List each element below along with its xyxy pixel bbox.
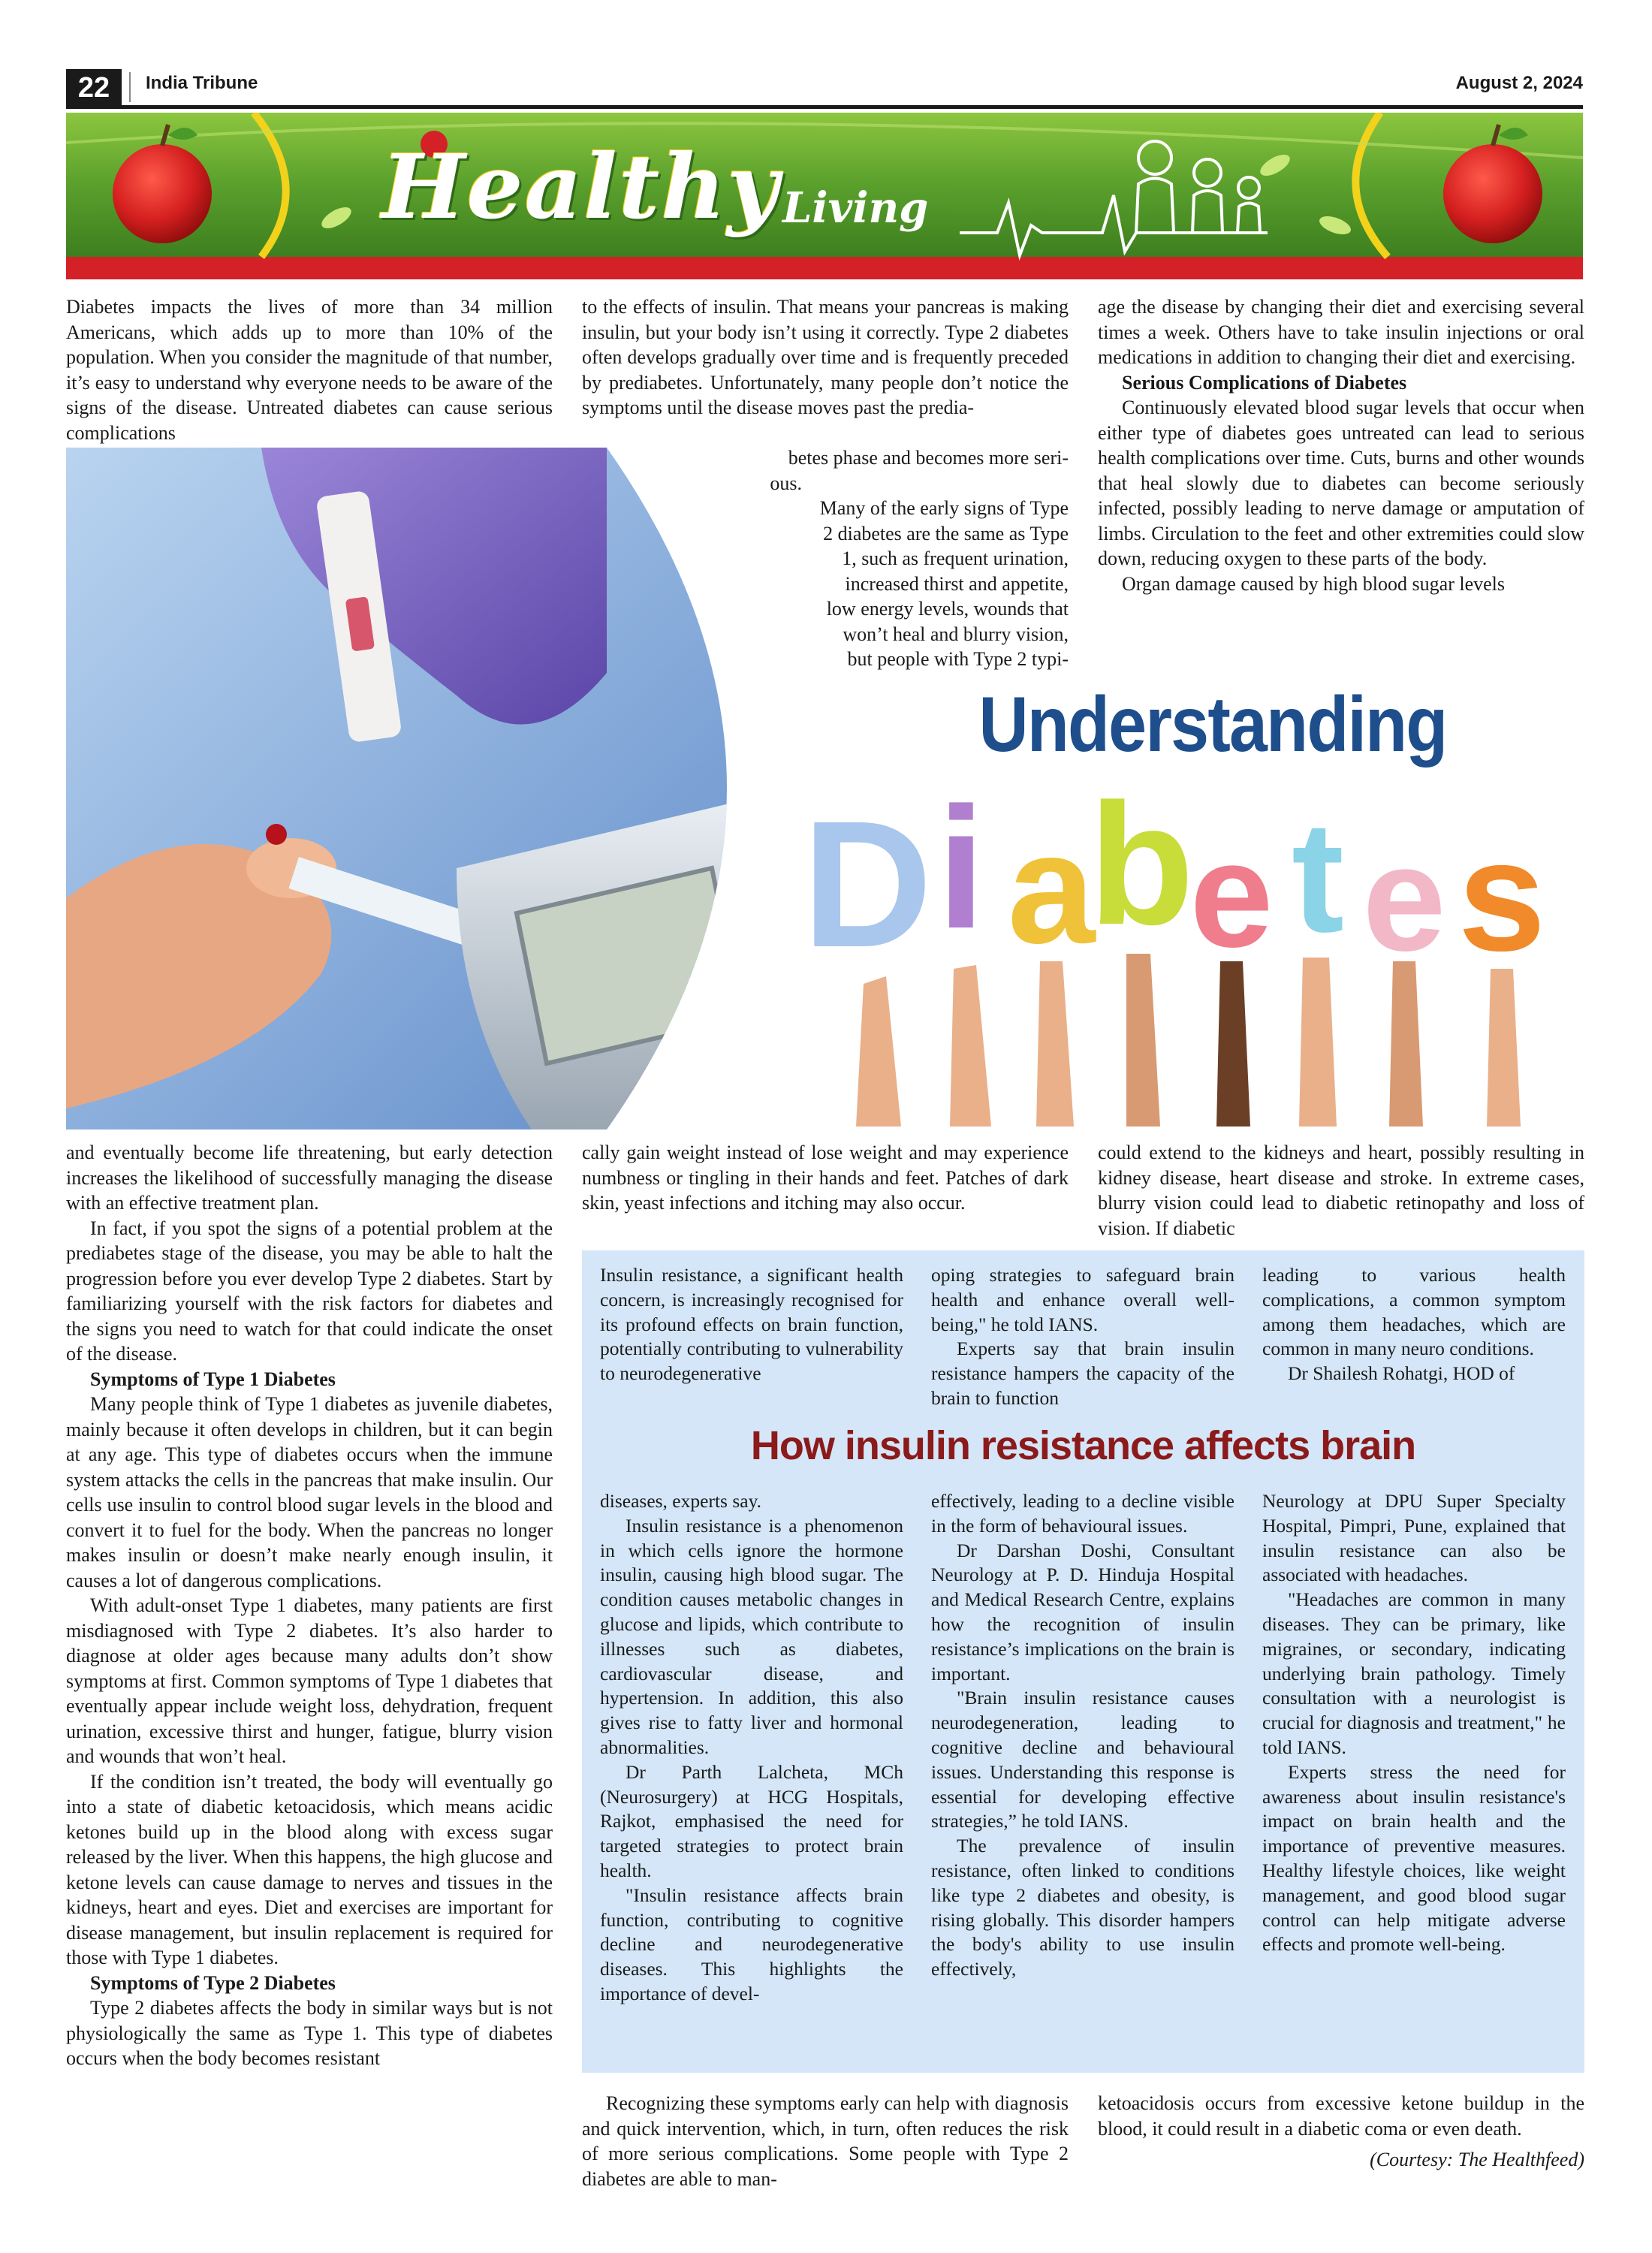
sidebar-paragraph: oping strategies to safeguard brain health and enhance overall well-being," he told IANS.: [931, 1264, 1234, 1335]
headline-understanding: Understanding: [978, 681, 1447, 768]
article-col1-top: [66, 294, 553, 445]
wrap-line: ous.: [770, 472, 802, 494]
article-paragraph: age the disease by changing their diet and exercising several times a week. Others have to take insulin injections or oral medications in addition to changing their diet and exercising.: [1098, 296, 1584, 368]
healthy-living-banner: [66, 113, 1583, 279]
section-heading-complications: Serious Complications of Diabetes: [1122, 371, 1407, 394]
page-number: 22: [66, 69, 122, 107]
article-col3-bottom: [1098, 2091, 1584, 2173]
wrap-line: Many of the early signs of Type: [819, 497, 1069, 519]
letter-i: i: [937, 781, 985, 964]
sidebar-paragraph: Neurology at DPU Super Specialty Hospital, Pimpri, Pune, explained that insulin resistance can also be associated with headaches.: [1262, 1490, 1566, 1586]
letter-s: s: [1458, 807, 1546, 984]
sidebar-paragraph: leading to various health complications, a common symptom among them headaches, which are common in many neuro conditions.: [1262, 1264, 1566, 1360]
article-col1-main: [66, 1140, 553, 2071]
article-paragraph: Organ damage caused by high blood sugar levels: [1122, 572, 1505, 595]
sidebar-top-col1: [600, 1263, 903, 1386]
sidebar-paragraph: Dr Shailesh Rohatgi, HOD of: [1288, 1362, 1515, 1385]
wrap-line: won’t heal and blurry vision,: [843, 623, 1069, 645]
insulin-brain-sidebar: [582, 1250, 1584, 2073]
sidebar-paragraph: Experts stress the need for awareness about insulin resistance's impact on brain health and the importance of preventive measures. Healthy lifestyle choices, like weight management, and good blood sugar control can help mitigate adverse effects and promote well-being.: [1262, 1760, 1566, 1956]
sidebar-paragraph: Experts say that brain insulin resistance hampers the capacity of the brain to function: [931, 1338, 1234, 1409]
article-paragraph: ketoacidosis occurs from excessive ketone buildup in the blood, it could result in a diabetic coma or even death.: [1098, 2092, 1584, 2140]
wrap-line: 1, such as frequent urination,: [842, 547, 1069, 569]
section-heading-type1: Symptoms of Type 1 Diabetes: [90, 1368, 336, 1390]
sidebar-paragraph: effectively, leading to a decline visible in the form of behavioural issues.: [931, 1490, 1234, 1537]
header-rule-vertical: [129, 72, 131, 102]
sidebar-bottom-col1: [600, 1489, 903, 2007]
article-col3-mid: [1098, 1140, 1584, 1241]
article-paragraph: Many people think of Type 1 diabetes as juvenile diabetes, mainly because it often develops in children, but it can begin at any age. This type of diabetes occurs when the immune system attacks the cells in the pancreas that make insulin. Our cells use insulin to control blood sugar levels in the blood and convert it to fuel for the body. When the pancreas no longer makes insulin or doesn’t make nearly enough insulin, it causes a lot of dangerous complications.: [66, 1393, 553, 1591]
sidebar-paragraph: "Insulin resistance affects brain function, contributing to cognitive decline and neurodegenerative diseases. This highlights the importance of devel-: [600, 1884, 903, 2004]
sidebar-bottom-col3: [1262, 1489, 1566, 1957]
issue-date: August 2, 2024: [1455, 73, 1583, 93]
article-paragraph: Type 2 diabetes affects the body in similar ways but is not physiologically the same as Type 1. This type of diabetes occurs when the body becomes resistant: [66, 1997, 553, 2069]
sidebar-top-col3: [1262, 1263, 1566, 1386]
blood-drop: [266, 824, 287, 845]
letter-e2: e: [1362, 815, 1446, 982]
sidebar-bottom-col2: [931, 1489, 1234, 1982]
article-paragraph: If the condition isn’t treated, the body will eventually go into a state of diabetic ketoacidosis, which means acidic ketones build up in the blood along with excess sugar released by the liver. When this happens, the high glucose and ketone levels can cause damage to nerves and tissues in the kidneys, heart and eyes. Diet and exercises are important for disease management, but insulin replacement is required for those with Type 1 diabetes.: [66, 1770, 553, 1968]
sidebar-paragraph: The prevalence of insulin resistance, often linked to conditions like type 2 diabetes and obesity, is rising globally. This disorder hampers the body's ability to use insulin effectively,: [931, 1835, 1234, 1980]
article-col2-mid: [582, 1140, 1069, 1216]
sidebar-paragraph: Insulin resistance is a phenomenon in which cells ignore the hormone insulin, causing high blood sugar. The condition causes metabolic changes in glucose and lipids, which contribute to illnesses such as diabetes, cardiovascular disease, and hypertension. In addition, this also gives rise to fatty liver and hormonal abnormalities.: [600, 1514, 903, 1758]
sidebar-paragraph: diseases, experts say.: [600, 1490, 762, 1512]
article-credit: (Courtesy: The Healthfeed): [1370, 2149, 1584, 2170]
header-rule: [66, 105, 1583, 109]
article-paragraph: With adult-onset Type 1 diabetes, many patients are first misdiagnosed with Type 2 diabetes. It’s also harder to diagnose at older ages because many adults don’t show symptoms at first. Common symptoms of Type 1 diabetes that eventually appear include weight loss, dehydration, frequent urination, excessive thirst and hunger, fatigue, blurry vision and wounds that won’t heal.: [66, 1594, 553, 1767]
publication-name: India Tribune: [146, 73, 258, 93]
wrap-line: but people with Type 2 typi-: [847, 648, 1069, 670]
wrap-line: 2 diabetes are the same as Type: [823, 522, 1069, 544]
article-paragraph: and eventually become life threatening, but early detection increases the likelihood of successfully managing the disease with an effective treatment plan.: [66, 1142, 553, 1214]
banner-living-text: Living: [782, 183, 929, 233]
section-heading-type2: Symptoms of Type 2 Diabetes: [90, 1971, 336, 1994]
article-col2-bottom: [582, 2091, 1069, 2191]
article-col3-top: [1098, 294, 1584, 596]
article-paragraph: to the effects of insulin. That means your pancreas is making insulin, but your body isn’t using it correctly. Type 2 diabetes often develops gradually over time and is frequently preceded by prediabetes. Unfortunately, many people don’t notice the symptoms until the disease moves past the predia-: [582, 296, 1069, 418]
article-col2-top: [582, 294, 1069, 421]
letter-e1: e: [1189, 811, 1274, 979]
diabetes-letters-graphic: [811, 781, 1584, 1126]
article-paragraph: Recognizing these symptoms early can help with diagnosis and quick intervention, which, in turn, often reduces the risk of more serious complications. Some people with Type 2 diabetes are able to man-: [582, 2092, 1069, 2190]
sidebar-paragraph: "Brain insulin resistance causes neurodegeneration, leading to cognitive decline and behavioural issues. Understanding this response is essential for developing effective strategies,” he told IANS.: [931, 1687, 1234, 1832]
article-paragraph: Diabetes impacts the lives of more than 34 million Americans, which adds up to more than 10% of the population. When you consider the magnitude of that number, it’s easy to understand why everyone needs to be aware of the signs of the disease. Untreated diabetes can cause serious complications: [66, 296, 553, 444]
wrap-line: betes phase and becomes more seri-: [788, 447, 1069, 469]
article-paragraph: In fact, if you spot the signs of a potential problem at the prediabetes stage of the disease, you may be able to halt the progression before you ever develop Type 2 diabetes. Start by familiarizing yourself with the risk factors for diabetes and the signs you need to watch for that could indicate the onset of the disease.: [66, 1217, 553, 1365]
sidebar-paragraph: Dr Darshan Doshi, Consultant Neurology at P. D. Hinduja Hospital and Medical Research Centre, explains how the recognition of insulin resistance’s implications on the brain is important.: [931, 1539, 1234, 1684]
sidebar-paragraph: Dr Parth Lalcheta, MCh (Neurosurgery) at HCG Hospitals, Rajkot, emphasised the need for targeted strategies to protect brain health.: [600, 1760, 903, 1881]
sidebar-paragraph: "Headaches are common in many diseases. They can be primary, like migraines, or secondary, indicating underlying brain pathology. Timely consultation with a neurologist is crucial for diagnosis and treatment," he told IANS.: [1262, 1588, 1566, 1758]
letter-t: t: [1292, 789, 1344, 965]
sidebar-headline: How insulin resistance affects brain: [750, 1423, 1416, 1468]
article-paragraph: cally gain weight instead of lose weight and may experience numbness or tingling in their hands and feet. Patches of dark skin, yeast infections and itching may also occur.: [582, 1142, 1069, 1214]
wrap-line: low energy levels, wounds that: [826, 598, 1069, 620]
letter-a: a: [1007, 800, 1096, 976]
article-paragraph: could extend to the kidneys and heart, possibly resulting in kidney disease, heart disease and stroke. In extreme cases, blurry vision could lead to diabetic retinopathy and loss of vision. If diabetic: [1098, 1142, 1584, 1239]
article-paragraph: Continuously elevated blood sugar levels that occur when either type of diabetes goes untreated can lead to serious health complications over time. Cuts, burns and other wounds that heal slowly due to diabetes can become seriously infected, possibly leading to nerve damage or amputation of limbs. Circulation to the feet and other extremities could slow down, reducing oxygen to these parts of the body.: [1098, 397, 1584, 569]
glucose-test-photo: [66, 448, 787, 1130]
sidebar-top-col2: [931, 1263, 1234, 1411]
wrap-line: increased thirst and appetite,: [845, 572, 1069, 595]
letter-d: D: [811, 783, 933, 985]
banner-healthy-text: Healthy: [381, 134, 780, 239]
sidebar-paragraph: Insulin resistance, a significant health concern, is increasingly recognised for its profound effects on brain function, potentially contributing to vulnerability to neurodegenerative: [600, 1264, 903, 1385]
letter-b: b: [1088, 781, 1195, 961]
